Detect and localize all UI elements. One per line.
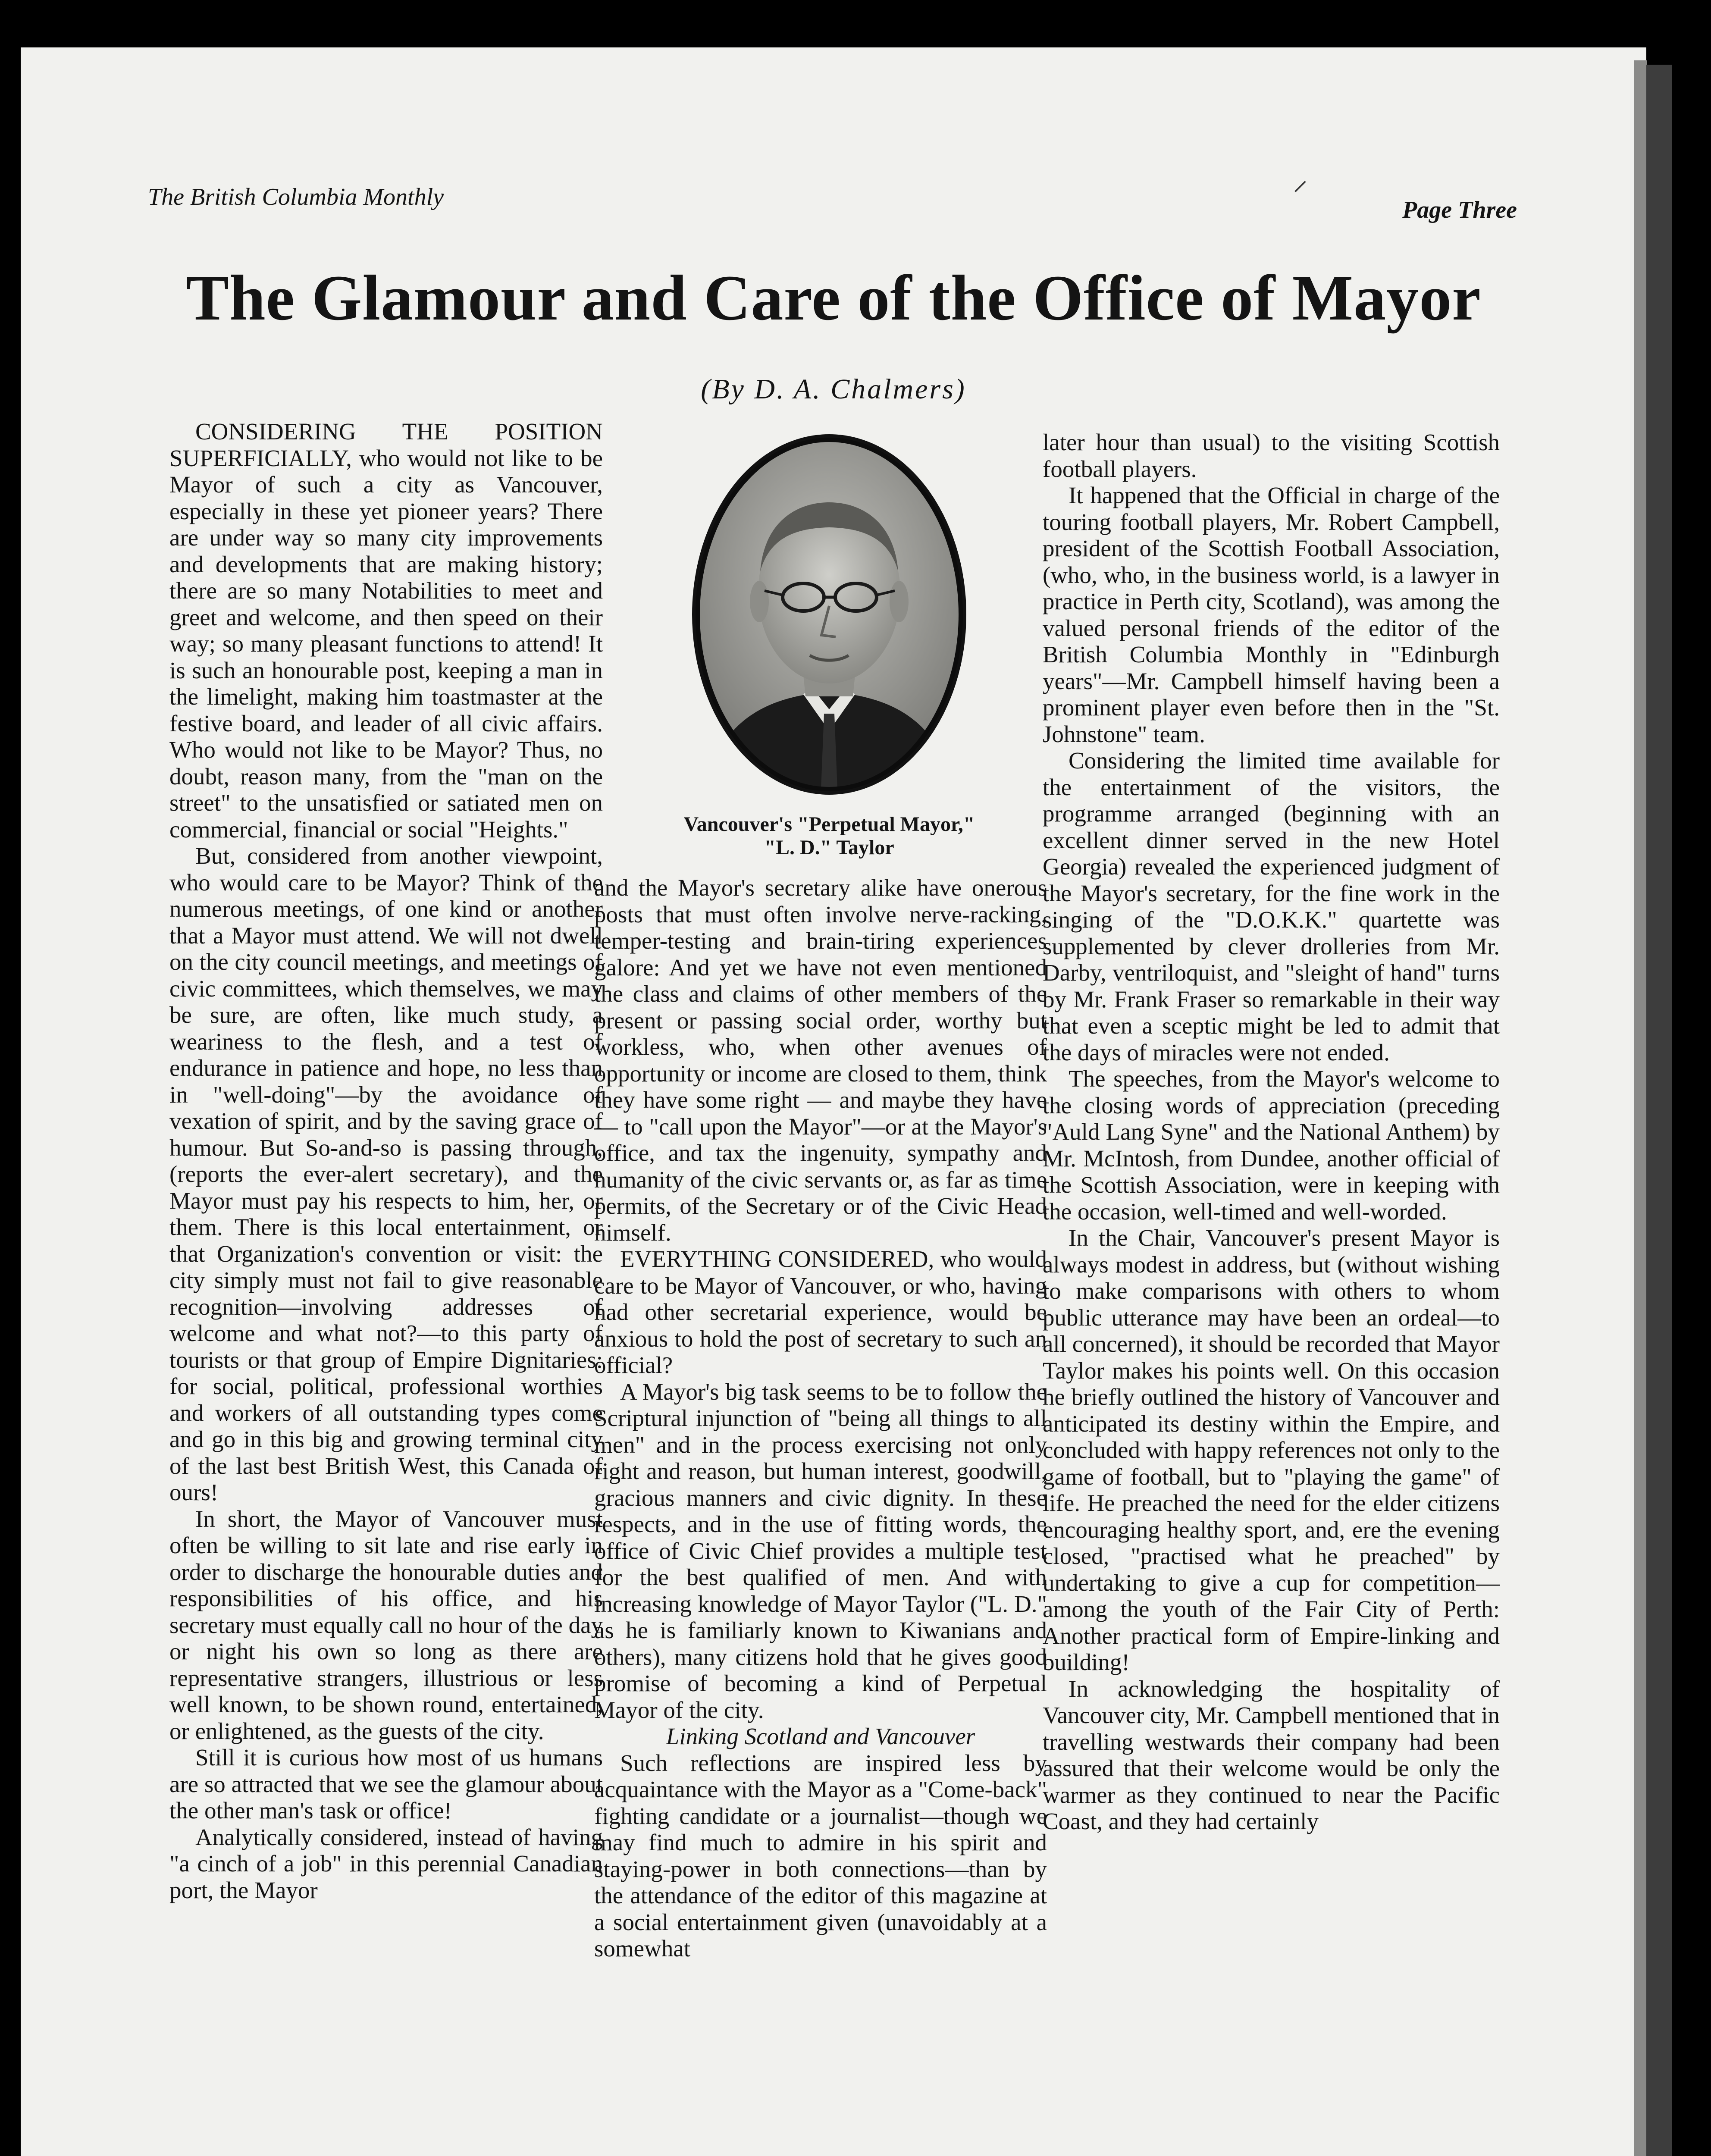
paragraph: later hour than usual) to the visiting Scottish football players. (1043, 429, 1500, 482)
paragraph: In short, the Mayor of Vancouver must often be willing to sit late and rise early in order to discharge the honourable duties and responsibilities of his office, and his secretary must equally call no hour of the day or night his own so long as there are representative strangers, illustrious or less well known, to be shown round, entertained, or enlightened, as the guests of the city. (169, 1505, 603, 1744)
running-head: The British Columbia Monthly (148, 184, 444, 210)
paragraph: EVERYTHING CONSIDERED, who would care to be Mayor of Vancouver, or who, having had other secretarial experience, would be anxious to hold the post of secretary to such an official? (594, 1246, 1047, 1378)
paragraph: Still it is curious how most of us humans are so attracted that we see the glamour about the other man's task or office! (169, 1744, 603, 1824)
article-title: The Glamour and Care of the Office of Mayor (186, 262, 1481, 334)
mayor-portrait-photo (687, 429, 971, 800)
portrait-image (687, 429, 971, 800)
paragraph: Analytically considered, instead of having "a cinch of a job" in this perennial Canadian port, the Mayor (169, 1824, 603, 1903)
binding-spine (1646, 65, 1672, 2156)
paragraph: It happened that the Official in charge of the touring football players, Mr. Robert Campbell, president of the Scottish Football Association, (who, who, in the business world, is a lawyer in practice in Perth city, Scotland), was among the valued personal friends of the editor of the British Columbia Monthly in "Edinburgh years"—Mr. Campbell himself having been a prominent player even before then in the "St. Johnstone" team. (1043, 482, 1500, 747)
column-3 (1043, 429, 1500, 1835)
paragraph: In the Chair, Vancouver's present Mayor is always modest in address, but (without wishing to make comparisons with others to whom public utterance may have been an ordeal—to all concerned), it should be recorded that Mayor Taylor makes his points well. On this occasion he briefly outlined the history of Vancouver and anticipated its destiny within the Empire, and concluded with happy references not only to the game of football, but to "playing the game" of life. He preached the need for the elder citizens encouraging healthy sport, and, ere the evening closed, "practised what he preached" by undertaking to give a cup for competition—among the youth of the Fair City of Perth: Another practical form of Empire-linking and building! (1043, 1225, 1500, 1675)
page-edge (1634, 60, 1647, 2156)
paragraph: Such reflections are inspired less by acquaintance with the Mayor as a "Come-back" fighting candidate or a journalist—though we may find much to admire in his spirit and staying-power in both connections—than by the attendance of the editor of this magazine at a social entertainment given (unavoidably at a somewhat (594, 1749, 1047, 1962)
column-2 (594, 874, 1047, 1962)
paragraph: CONSIDERING THE POSITION SUPERFICIALLY, who would not like to be Mayor of such a city as Vancouver, especially in these yet pioneer years? There are under way so many city improvements and developments that are making history; there are so many Notabilities to meet and greet and welcome, and then speed on their way; so many pleasant functions to attend! It is such an honourable post, keeping a man in the limelight, making him toastmaster at the festive board, and leader of all civic affairs. Who would not like to be Mayor? Thus, no doubt, reason many, from the "man on the street" to the unsatisfied or satiated men on commercial, financial or social "Heights." (169, 418, 603, 843)
scan-mark: ⸝ (1293, 162, 1308, 197)
magazine-page (21, 47, 1646, 2156)
caption-line-1: Vancouver's "Perpetual Mayor," (683, 813, 975, 836)
article-byline: (By D. A. Chalmers) (701, 373, 966, 405)
page-number: Page Three (1402, 197, 1517, 223)
paragraph: In acknowledging the hospitality of Vancouver city, Mr. Campbell mentioned that in travelling westwards their company had been assured that their welcome would be only the warmer as they continued to near the Pacific Coast, and they had certainly (1043, 1675, 1500, 1834)
paragraph: and the Mayor's secretary alike have onerous posts that must often involve nerve-racking, temper-testing and brain-tiring experiences galore: And yet we have not even mentioned the class and claims of other members of the present or passing social order, worthy but workless, who, when other avenues of opportunity or income are closed to them, think they have some right — and maybe they have — to "call upon the Mayor"—or at the Mayor's office, and tax the ingenuity, sympathy and humanity of the civic servants or, as far as time permits, of the Secretary or of the Civic Head himself. (594, 874, 1047, 1246)
paragraph: Considering the limited time available for the entertainment of the visitors, the programme arranged (beginning with an excellent dinner served in the new Hotel Georgia) revealed the experienced judgment of the Mayor's secretary, for the fine work in the singing of the "D.O.K.K." quartette was supplemented by clever drolleries from Mr. Darby, ventriloquist, and "sleight of hand" turns by Mr. Frank Fraser so remarkable in their way that even a sceptic might be led to admit that the days of miracles were not ended. (1043, 747, 1500, 1065)
column-1 (169, 418, 603, 1903)
paragraph: A Mayor's big task seems to be to follow the Scriptural injunction of "being all things to all men" and in the process exercising not only right and reason, but human interest, goodwill, gracious manners and civic dignity. In these respects, and in the use of fitting words, the office of Civic Chief provides a multiple test for the best qualified of men. And with increasing knowledge of Mayor Taylor ("L. D." as he is familiarly known to Kiwanians and others), many citizens hold that he gives good promise of becoming a kind of Perpetual Mayor of the city. (594, 1378, 1047, 1723)
paragraph: But, considered from another viewpoint, who would care to be Mayor? Think of the numerous meetings, of one kind or another that a Mayor must attend. We will not dwell on the city council meetings, and meetings of civic committees, which themselves, we may be sure, are often, like much study, a weariness to the flesh, and a test of endurance in patience and hope, no less than in "well-doing"—by the avoidance of vexation of spirit, and by the saving grace of humour. But So-and-so is passing through, (reports the ever-alert secretary), and the Mayor must pay his respects to him, her, or them. There is this local entertainment, or that Organization's convention or visit: the city simply must not fail to give reasonable recognition—involving addresses of welcome and what not?—to this party of tourists or that group of Empire Dignitaries: for social, political, professional worthies and workers of all outstanding types come and go in this big and growing terminal city of the last best British West, this Canada of ours! (169, 843, 603, 1505)
paragraph: The speeches, from the Mayor's welcome to the closing words of appreciation (preceding "Auld Lang Syne" and the National Anthem) by Mr. McIntosh, from Dundee, another official of the Scottish Association, were in keeping with the occasion, well-timed and well-worded. (1043, 1065, 1500, 1225)
caption-line-2: "L. D." Taylor (764, 836, 894, 859)
section-subheading: Linking Scotland and Vancouver (666, 1723, 975, 1749)
photo-caption (601, 813, 1058, 859)
